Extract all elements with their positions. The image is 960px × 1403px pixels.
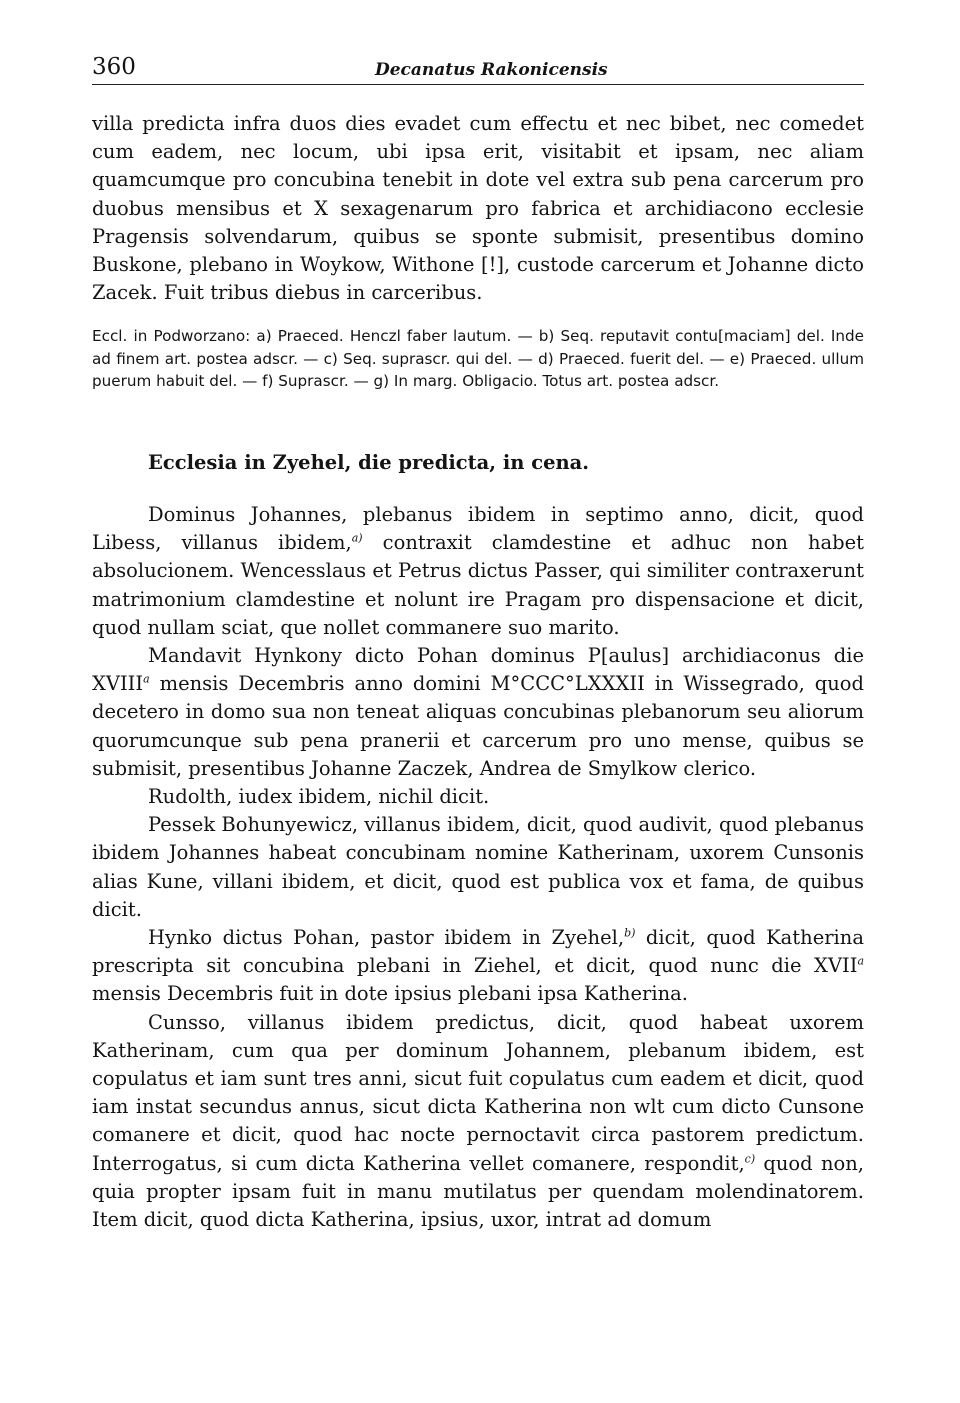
superscript-marker: a — [143, 672, 150, 686]
paragraph-text: Pessek Bohunyewicz, villanus ibidem, dicit, quod audivit, quod plebanus ibidem Johannes habeat concubinam nomine Katherinam, uxorem Cunsonis alias Kune, villani ibidem, et dicit, quod est publica vox et fama, de quibus dicit. — [92, 813, 864, 921]
paragraph-text: Hynko dictus Pohan, pastor ibidem in Zyehel, — [148, 925, 625, 949]
body-paragraph — [92, 783, 864, 811]
body-paragraph — [92, 811, 864, 924]
body-paragraph — [92, 501, 864, 642]
footnote-apparatus: Eccl. in Podworzano: a) Praeced. Henczl faber lautum. — b) Seq. reputavit contu[maciam] del. Inde ad finem art. postea adscr. — c) Seq. suprascr. qui del. — d) Praeced. fuerit del. — e) Praeced. ullum puerum habuit del. — f) Suprascr. — g) In marg. Obligacio. Totus art. postea adscr. — [92, 327, 864, 391]
footnote-marker: a) — [351, 531, 363, 545]
paragraph-text: Rudolth, iudex ibidem, nichil dicit. — [148, 784, 490, 808]
body-paragraph — [92, 924, 864, 1009]
section-heading: Ecclesia in Zyehel, die predicta, in cena. — [148, 450, 590, 474]
running-title: Decanatus Rakonicensis — [375, 60, 608, 80]
paragraph-text: Cunsso, villanus ibidem predictus, dicit, quod habeat uxorem Katherinam, cum qua per dominum Johannem, plebanum ibidem, est copulatus et iam sunt tres anni, sicut fuit copulatus cum eadem et dicit, quod iam instat secundus annus, sicut dicta Katherina non wlt cum dicto Cunsone comanere et dicit, quod hac nocte pernoctavit circa pastorem predictum. Interrogatus, si cum dicta Katherina vellet comanere, respondit, — [92, 1010, 864, 1175]
footnote-marker: b) — [624, 926, 636, 940]
paragraph-text: contraxit clamdestine et adhuc non habet absolucionem. Wencesslaus et Petrus dictus Passer, qui similiter contraxerunt matrimonium clamdestine et nolunt ire Pragam pro dispensacione et dicit, quod nullam sciat, que nollet commanere suo marito. — [92, 531, 864, 639]
paragraph-text: mensis Decembris fuit in dote ipsius plebani ipsa Katherina. — [92, 982, 688, 1006]
page-number: 360 — [92, 54, 136, 80]
body-paragraph — [92, 642, 864, 783]
paragraph-text: Mandavit Hynkony dicto Pohan dominus P[aulus] archidiaconus die XVIII — [92, 643, 864, 696]
paragraph-text: mensis Decembris anno domini M°CCC°LXXXII in Wissegrado, quod decetero in domo sua non teneat aliquas concubinas plebanorum seu aliorum quorumcunque sub pena pranerii et carcerum pro uno mense, quibus se submisit, presentibus Johanne Zaczek, Andrea de Smylkow clerico. — [92, 672, 864, 780]
continued-paragraph: villa predicta infra duos dies evadet cum effectu et nec bibet, nec comedet cum eadem, nec locum, ubi ipsa erit, visitabit et ipsam, nec aliam quamcumque pro concubina tenebit in dote vel extra sub pena carcerum pro duobus mensibus et X sexagenarum pro fabrica et archidiacono ecclesie Pragensis solvendarum, quibus se sponte submisit, presentibus domino Buskone, plebano in Woykow, Withone [!], custode carcerum et Johanne dicto Zacek. Fuit tribus diebus in carceribus. — [92, 112, 864, 305]
paragraph-text: quod non, quia propter ipsam fuit in manu mutilatus per quendam molendinatorem. Item dicit, quod dicta Katherina, ipsius, uxor, intrat ad domum — [92, 1151, 864, 1231]
footnote-marker: c) — [744, 1152, 756, 1166]
paragraph-text: dicit, quod Katherina prescripta sit concubina plebani in Ziehel, et dicit, quod nunc die XVII — [92, 925, 864, 978]
paragraph-text: Dominus Johannes, plebanus ibidem in septimo anno, dicit, quod Libess, villanus ibidem, — [92, 502, 864, 555]
page — [92, 48, 864, 1234]
body-paragraph — [92, 1009, 864, 1235]
superscript-marker: a — [857, 954, 864, 968]
page-header — [92, 48, 864, 85]
